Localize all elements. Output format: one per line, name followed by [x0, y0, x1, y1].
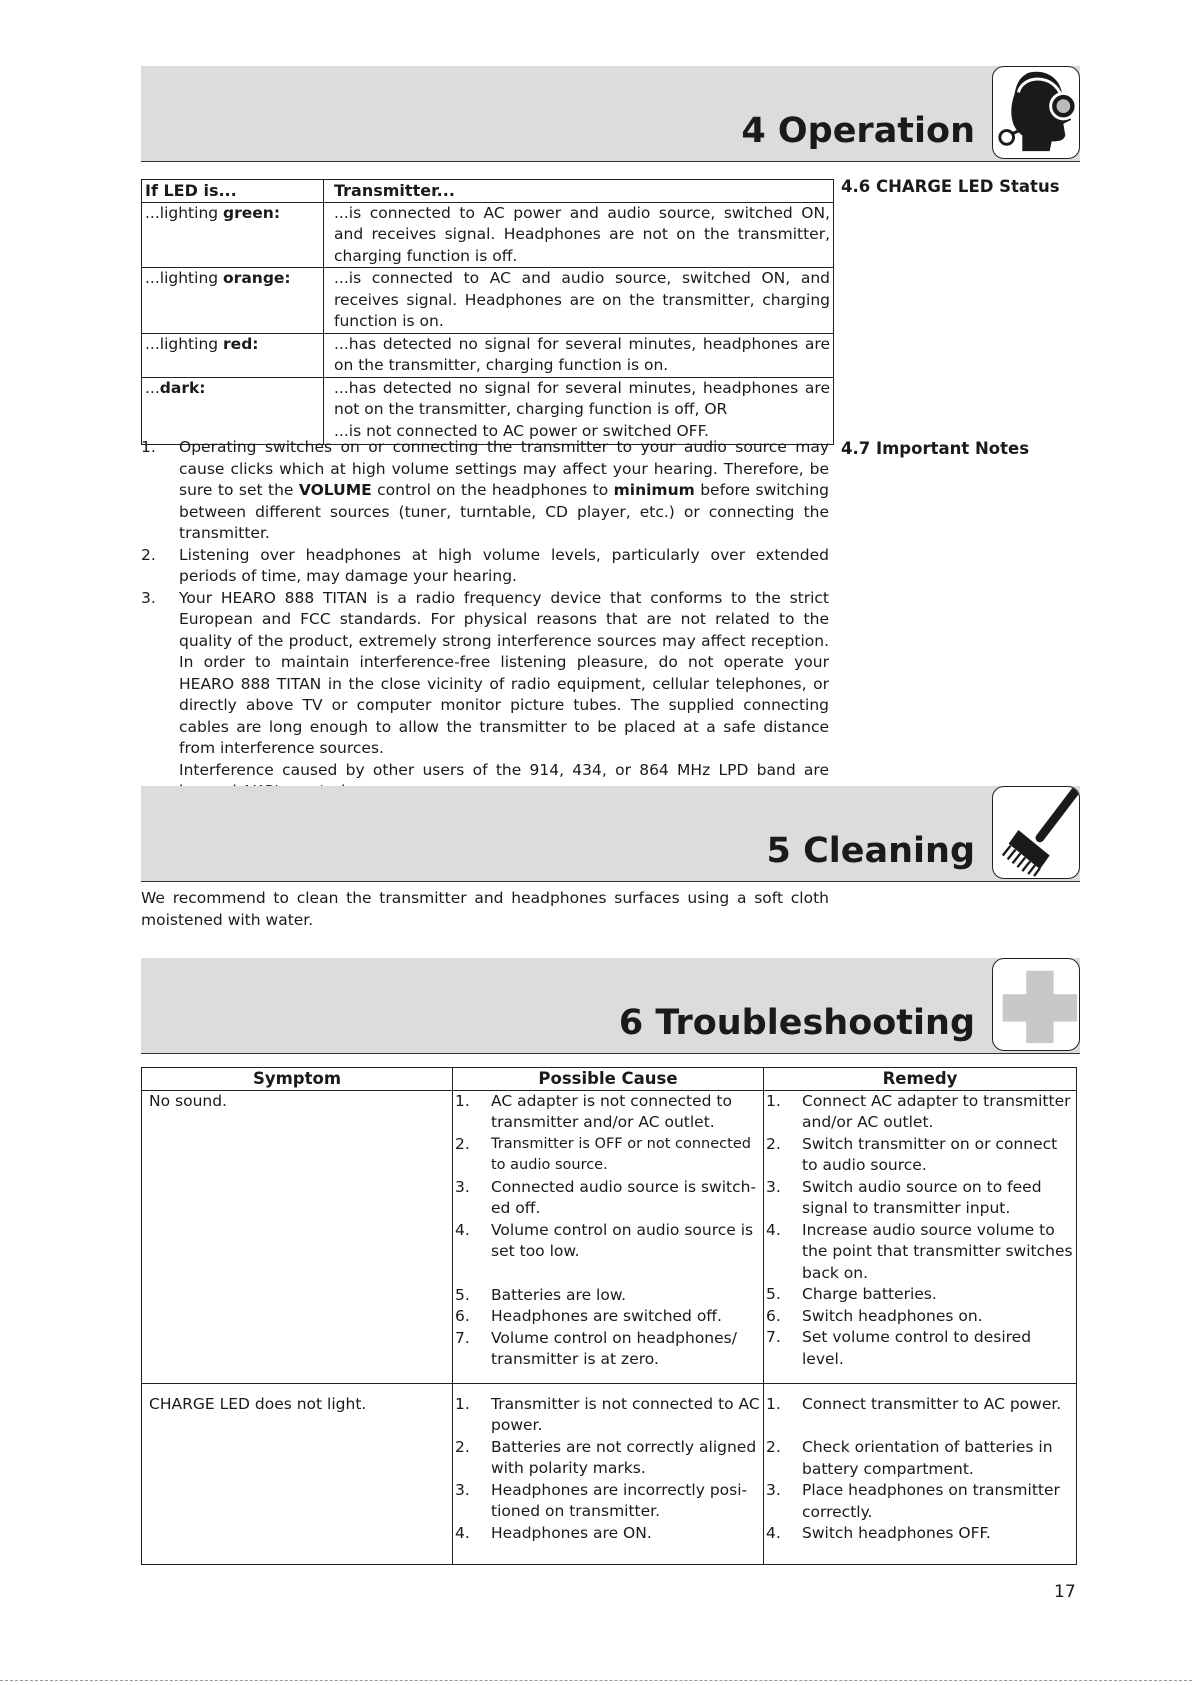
led-description: ...has detected no signal for several minutes, headphones are on the transmitter, charging function is on. [324, 333, 834, 377]
list-item [141, 437, 829, 545]
remedy-text: Connect AC adapter to transmitter and/or AC outlet. [802, 1091, 1071, 1131]
remedy-text: Switch headphones OFF. [802, 1524, 991, 1542]
list-number: 5. [455, 1285, 470, 1304]
table-row [142, 377, 834, 445]
remedy-text: Connect transmitter to AC power. [802, 1394, 1062, 1413]
led-description [324, 377, 834, 445]
list-item [453, 1285, 763, 1307]
list-number: 3. [141, 588, 156, 607]
list-number: 6. [455, 1307, 470, 1325]
section-title: 6 Troubleshooting [618, 1003, 975, 1043]
remedy-cell [764, 1090, 1077, 1383]
list-number: 1. [766, 1091, 781, 1110]
headphones-head-icon [992, 66, 1080, 159]
list-number: 6. [766, 1306, 781, 1325]
brush-icon [992, 786, 1080, 879]
list-number: 3. [766, 1481, 781, 1499]
list-number: 2. [766, 1438, 781, 1456]
led-description: ...is connected to AC and audio source, switched ON, and receives signal. Headphones are on the transmitter, charging function is on. [324, 268, 834, 334]
column-header-cause: Possible Cause [453, 1068, 764, 1091]
list-number: 4. [455, 1523, 470, 1542]
cause-cell [453, 1090, 764, 1383]
list-item [453, 1220, 763, 1285]
remedy-text: Increase audio source volume to the point that transmitter switches back on. [802, 1220, 1073, 1282]
charge-led-heading: 4.6 CHARGE LED Status [841, 177, 1060, 196]
list-item [764, 1306, 1076, 1328]
list-item [141, 545, 829, 588]
remedy-text: Set volume control to desired level. [802, 1328, 1032, 1368]
section-banner-troubleshooting [141, 958, 1080, 1054]
note-text: Your HEARO 888 TITAN is a radio frequency device that conforms to the strict European and FCC standards. For physical reasons that are not related to the quality of the product, extremely strong interference sources may affect reception. In order to maintain interference-free listening pleasure, do not operate your HEARO 888 TITAN in the close vicinity of radio equipment, cellular telephones, or directly above TV or computer monitor picture tubes. The supplied connecting cables are long enough to allow the transmitter to be placed at a safe distance from interference sources. [179, 588, 829, 757]
list-item [453, 1394, 763, 1437]
charge-led-table [141, 179, 834, 445]
list-number: 2. [766, 1134, 781, 1153]
column-header-symptom: Symptom [142, 1068, 453, 1091]
column-header-transmitter: Transmitter... [324, 180, 834, 203]
list-item [764, 1437, 1076, 1480]
cause-text: AC adapter is not connected to transmitter and/or AC outlet. [491, 1091, 732, 1131]
table-row [142, 333, 834, 377]
section-banner-cleaning [141, 786, 1080, 882]
remedy-text: Switch audio source on to feed signal to transmitter input. [802, 1177, 1042, 1217]
list-item [764, 1523, 1076, 1545]
list-item [453, 1134, 763, 1177]
cause-text: Transmitter is not connected to AC power. [491, 1394, 760, 1434]
list-item [453, 1091, 763, 1134]
led-state-prefix: ...lighting [145, 269, 224, 287]
list-number: 4. [455, 1220, 470, 1239]
list-number: 7. [766, 1328, 781, 1346]
list-number: 1. [141, 438, 156, 456]
note-text: Listening over headphones at high volume levels, particularly over extended periods of time, may damage your hearing. [179, 545, 829, 585]
list-item [764, 1394, 1076, 1438]
cause-cell [453, 1383, 764, 1565]
troubleshooting-table [141, 1067, 1077, 1565]
list-number: 1. [455, 1394, 470, 1413]
led-state [142, 268, 324, 334]
important-notes-heading: 4.7 Important Notes [841, 439, 1030, 458]
remedy-text: Charge batteries. [802, 1285, 937, 1303]
remedy-cell [764, 1383, 1077, 1565]
note-text: Operating switches on or connecting the transmitter to your audio source may cause clicks which at high volume settings may affect your hearing. Therefore, be sure to set the [179, 438, 829, 499]
list-item [764, 1091, 1076, 1134]
table-header-row [142, 180, 834, 203]
cause-text: Batteries are low. [491, 1285, 627, 1304]
cause-text: Headphones are incorrectly posi-tioned on transmitter. [491, 1480, 748, 1520]
note-text: control on the headphones to [371, 481, 614, 499]
led-state-prefix: ...lighting [145, 334, 224, 353]
led-state-color: orange: [223, 269, 291, 287]
note-text: Interference caused by other users of the 914, 434, or 864 MHz LPD band are [179, 760, 829, 779]
section-title: 5 Cleaning [766, 831, 975, 871]
led-state [142, 202, 324, 268]
cause-text: Batteries are not correctly aligned with polarity marks. [491, 1437, 757, 1477]
list-item [764, 1220, 1076, 1285]
list-item [764, 1480, 1076, 1523]
list-number: 7. [455, 1328, 470, 1347]
table-row [142, 202, 834, 268]
list-item [453, 1177, 763, 1220]
remedy-text: Check orientation of batteries in battery compartment. [802, 1438, 1053, 1478]
list-item [453, 1523, 763, 1545]
remedy-text: Switch transmitter on or connect to audio source. [802, 1134, 1058, 1174]
led-state-color: green: [223, 203, 281, 222]
remedy-text: Place headphones on transmitter correctly. [802, 1481, 1060, 1521]
cause-text: Volume control on audio source is set too low. [491, 1220, 754, 1260]
list-number: 3. [455, 1177, 470, 1196]
list-number: 3. [766, 1177, 781, 1196]
table-row [142, 268, 834, 334]
table-row [142, 1383, 1077, 1565]
section-title: 4 Operation [741, 111, 975, 151]
symptom-cell: No sound. [142, 1090, 453, 1383]
list-item [453, 1328, 763, 1371]
list-number: 2. [455, 1134, 470, 1153]
list-number: 1. [766, 1394, 781, 1413]
cause-text: Headphones are ON. [491, 1523, 652, 1542]
led-state-prefix: ... [145, 378, 160, 397]
list-item [764, 1284, 1076, 1306]
list-number: 2. [455, 1437, 470, 1456]
note-text: before switching between different sources (tuner, turntable, CD player, etc.) or connecting the transmitter. [179, 481, 829, 542]
table-row [142, 1090, 1077, 1383]
cross-icon [992, 958, 1080, 1051]
section-banner-operation [141, 66, 1080, 162]
remedy-text: Switch headphones on. [802, 1306, 983, 1325]
cause-text: Transmitter is OFF or not connected to audio source. [491, 1135, 751, 1173]
list-number: 4. [766, 1524, 781, 1542]
led-description-line: ...is not connected to AC power or switched OFF. [334, 421, 709, 440]
led-state-color: red: [223, 334, 259, 353]
column-header-remedy: Remedy [764, 1068, 1077, 1091]
list-item [764, 1327, 1076, 1370]
list-item [764, 1177, 1076, 1220]
symptom-cell: CHARGE LED does not light. [142, 1383, 453, 1565]
led-description: ...is connected to AC power and audio source, switched ON, and receives signal. Headphones are not on the transmitter, charging function is off. [324, 202, 834, 268]
list-number: 3. [455, 1480, 470, 1499]
list-item [141, 588, 829, 803]
cause-text: Headphones are switched off. [491, 1307, 722, 1325]
list-item [453, 1480, 763, 1523]
list-item [453, 1306, 763, 1328]
column-header-led: If LED is... [142, 180, 324, 203]
led-description-line: ...has detected no signal for several minutes, headphones are not on the transmitter, charging function is off, OR [334, 378, 830, 418]
page-number: 17 [1054, 1582, 1076, 1602]
cleaning-text: We recommend to clean the transmitter and headphones surfaces using a soft cloth moistened with water. [141, 889, 829, 929]
note-emphasis: VOLUME [298, 481, 372, 499]
list-number: 4. [766, 1220, 781, 1239]
cause-text: Volume control on headphones/ transmitter is at zero. [491, 1328, 737, 1368]
list-item [453, 1437, 763, 1480]
list-number: 2. [141, 545, 156, 564]
led-state [142, 377, 324, 445]
list-number: 5. [766, 1285, 781, 1303]
list-item [764, 1134, 1076, 1177]
list-number: 1. [455, 1091, 470, 1110]
page-edge-divider [0, 1680, 1192, 1681]
led-state-color: dark: [159, 378, 206, 397]
table-header-row [142, 1068, 1077, 1091]
cause-text: Connected audio source is switch-ed off. [491, 1177, 757, 1217]
led-state-prefix: ...lighting [145, 203, 224, 222]
important-notes-list [141, 437, 829, 803]
led-state [142, 333, 324, 377]
note-emphasis: minimum [613, 481, 695, 499]
